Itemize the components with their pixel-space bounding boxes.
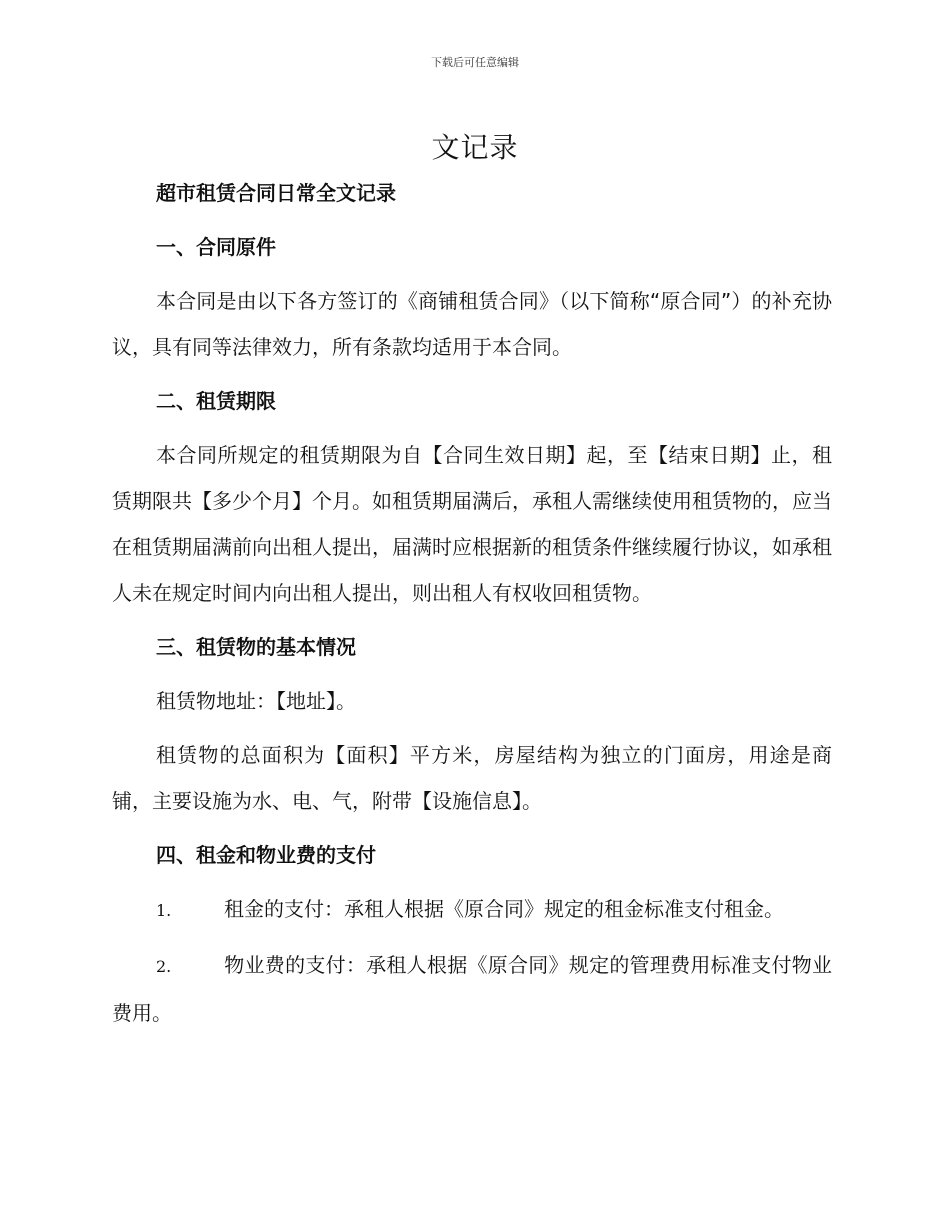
paragraph: 租赁物地址：【地址】。 xyxy=(156,689,356,713)
section-heading: 二、租赁期限 xyxy=(156,389,276,413)
list-item xyxy=(112,942,832,1036)
paragraph: 租赁物的总面积为【面积】平方米，房屋结构为独立的门面房，用途是商铺，主要设施为水、电、气，附带【设施信息】。 xyxy=(112,743,832,813)
section-heading: 四、租金和物业费的支付 xyxy=(156,843,376,867)
header-note: 下载后可任意编辑 xyxy=(431,56,519,69)
list-item-text: 物业费的支付：承租人根据《原合同》规定的管理费用标准支付物业费用。 xyxy=(112,953,832,1025)
list-item-number: 2. xyxy=(156,957,172,976)
list-item xyxy=(112,886,832,934)
paragraph: 本合同是由以下各方签订的《商铺租赁合同》（以下简称“原合同”）的补充协议，具有同等法律效力，所有条款均适用于本合同。 xyxy=(112,289,832,359)
list-item-text: 租金的支付：承租人根据《原合同》规定的租金标准支付租金。 xyxy=(224,897,784,921)
document-body xyxy=(112,170,832,1044)
document-subtitle: 超市租赁合同日常全文记录 xyxy=(156,181,396,205)
list-item-number: 1. xyxy=(156,901,172,920)
paragraph: 本合同所规定的租赁期限为自【合同生效日期】起，至【结束日期】止，租赁期限共【多少个月】个月。如租赁期届满后，承租人需继续使用租赁物的，应当在租赁期届满前向出租人提出，届满时应根据新的租赁条件继续履行协议，如承租人未在规定时间内向出租人提出，则出租人有权收回租赁物。 xyxy=(112,443,832,605)
section-heading: 一、合同原件 xyxy=(156,235,276,259)
section-heading: 三、租赁物的基本情况 xyxy=(156,635,356,659)
page-title: 文记录 xyxy=(431,131,519,164)
